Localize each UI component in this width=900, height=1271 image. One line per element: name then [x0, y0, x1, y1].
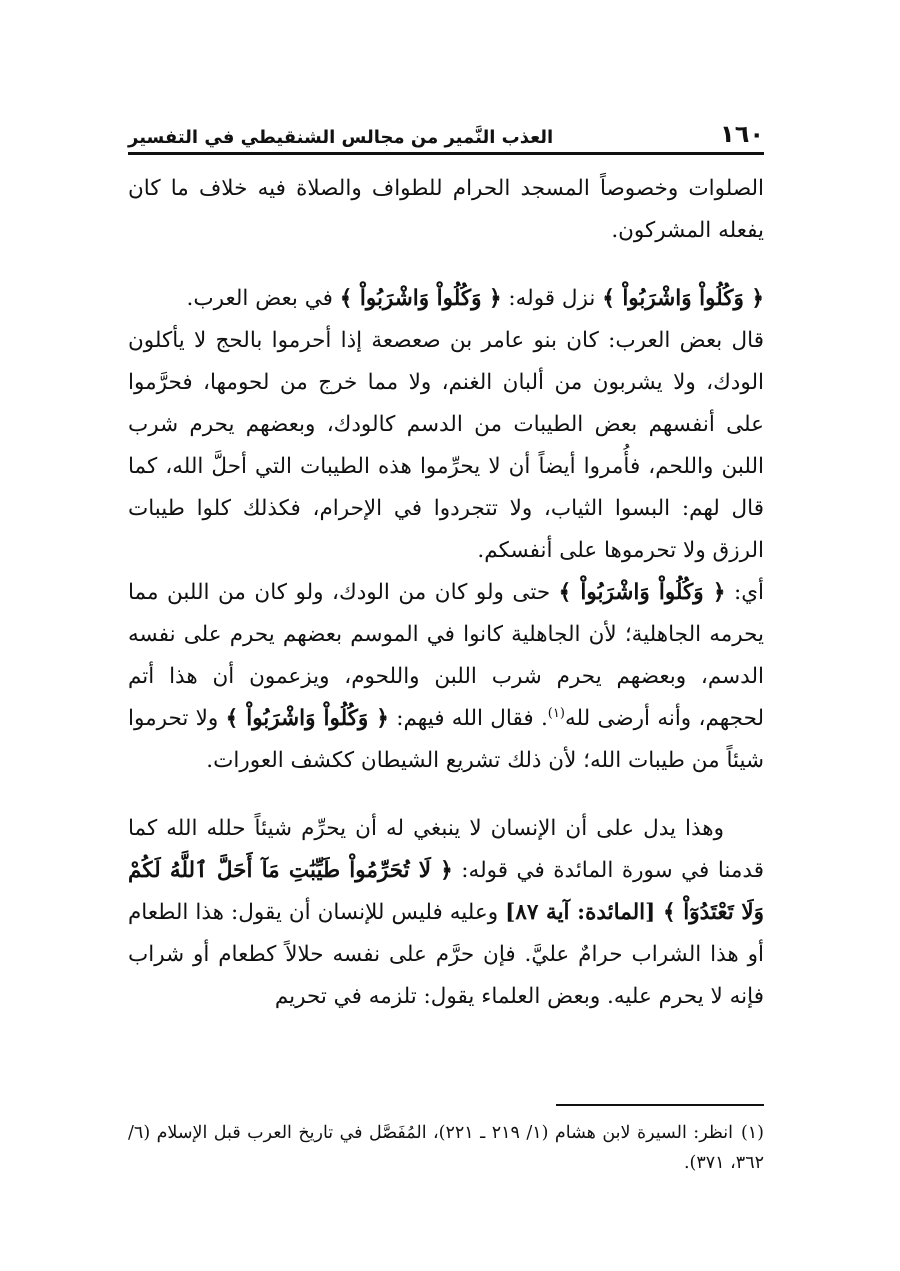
- page-number: ١٦٠: [720, 120, 764, 148]
- paragraph-text: وهذا يدل على أن الإنسان لا ينبغي له أن يحرِّم شيئاً حلله الله كما قدمنا في سورة المائدة في قوله:: [128, 816, 764, 883]
- running-title: العذب النَّمير من مجالس الشنقيطي في التفسير: [128, 127, 554, 148]
- paragraph-3: [128, 808, 764, 1018]
- quran-verse: ﴿ وَكُلُواْ وَاشْرَبُواْ ﴾: [558, 580, 726, 605]
- footnote-separator: [556, 1104, 764, 1106]
- page-body: [128, 168, 764, 1018]
- footnote: [128, 1118, 764, 1178]
- paragraph-text: حتى ولو كان من الودك، ولو كان من اللبن مما يحرمه الجاهلية؛ لأن الجاهلية كانوا في الموسم بعضهم يحرم على نفسه الدسم، وبعضهم يحرم شرب اللبن واللحوم، ويزعمون أن هذا أتم لحجهم، وأنه أرضى لله: [128, 580, 764, 731]
- quran-verse: ﴿ وَكُلُواْ وَاشْرَبُواْ ﴾: [602, 286, 764, 311]
- paragraph-1: الصلوات وخصوصاً المسجد الحرام للطواف والصلاة فيه خلاف ما كان يفعله المشركون.: [128, 176, 764, 243]
- verse-citation: [المائدة: آية ٨٧]: [505, 900, 663, 925]
- footnote-marker: (١): [740, 1123, 764, 1143]
- paragraph-text: وعليه فليس للإنسان أن يقول: هذا الطعام أو هذا الشراب حرامٌ عليَّ. فإن حرَّم على نفسه حلالاً كطعام أو شراب فإنه لا يحرم عليه. وبعض العلماء يقول: تلزمه في تحريم: [128, 900, 764, 1009]
- paragraph-text: في بعض العرب.: [186, 286, 340, 311]
- page-header: [128, 108, 764, 155]
- paragraph-text: أي:: [725, 580, 764, 605]
- quran-verse: ﴿ وَكُلُواْ وَاشْرَبُواْ ﴾: [225, 706, 389, 731]
- footnote-text: انظر: السيرة لابن هشام (١/ ٢١٩ ـ ٢٢١)، المُفَصَّل في تاريخ العرب قبل الإسلام (٦/ ٣٦٢، ٣٧١).: [128, 1123, 764, 1173]
- quran-verse: ﴿ وَكُلُواْ وَاشْرَبُواْ ﴾: [339, 286, 502, 311]
- paragraph-text: قال بعض العرب: كان بنو عامر بن صعصعة إذا أحرموا بالحج لا يأكلون الودك، ولا يشربون من ألبان الغنم، ولا مما خرج من لحومها، فحرَّموا على أنفسهم بعض الطيبات من الدسم كالودك، وبعضهم يحرم شرب اللبن واللحم، فأُمروا أيضاً أن لا يحرِّموا هذه الطيبات التي أحلَّ الله، كما قال لهم: البسوا الثياب، ولا تتجردوا في الإحرام، فكذلك كلوا طيبات الرزق ولا تحرموها على أنفسكم.: [128, 328, 764, 563]
- footnote-reference[interactable]: (١): [547, 705, 565, 721]
- paragraph-2: [128, 278, 764, 782]
- paragraph-text: نزل قوله:: [501, 286, 603, 311]
- quran-verse: ﴿ لَا تُحَرِّمُواْ طَيِّبَٰتِ مَآ أَحَلَّ ٱللَّهُ لَكُمْ وَلَا تَعْتَدُوٓاْ ﴾: [128, 858, 764, 925]
- paragraph-text: ولا تحرموا شيئاً من طيبات الله؛ لأن ذلك تشريع الشيطان ككشف العورات.: [128, 706, 764, 773]
- paragraph-text: . فقال الله فيهم:: [388, 706, 548, 731]
